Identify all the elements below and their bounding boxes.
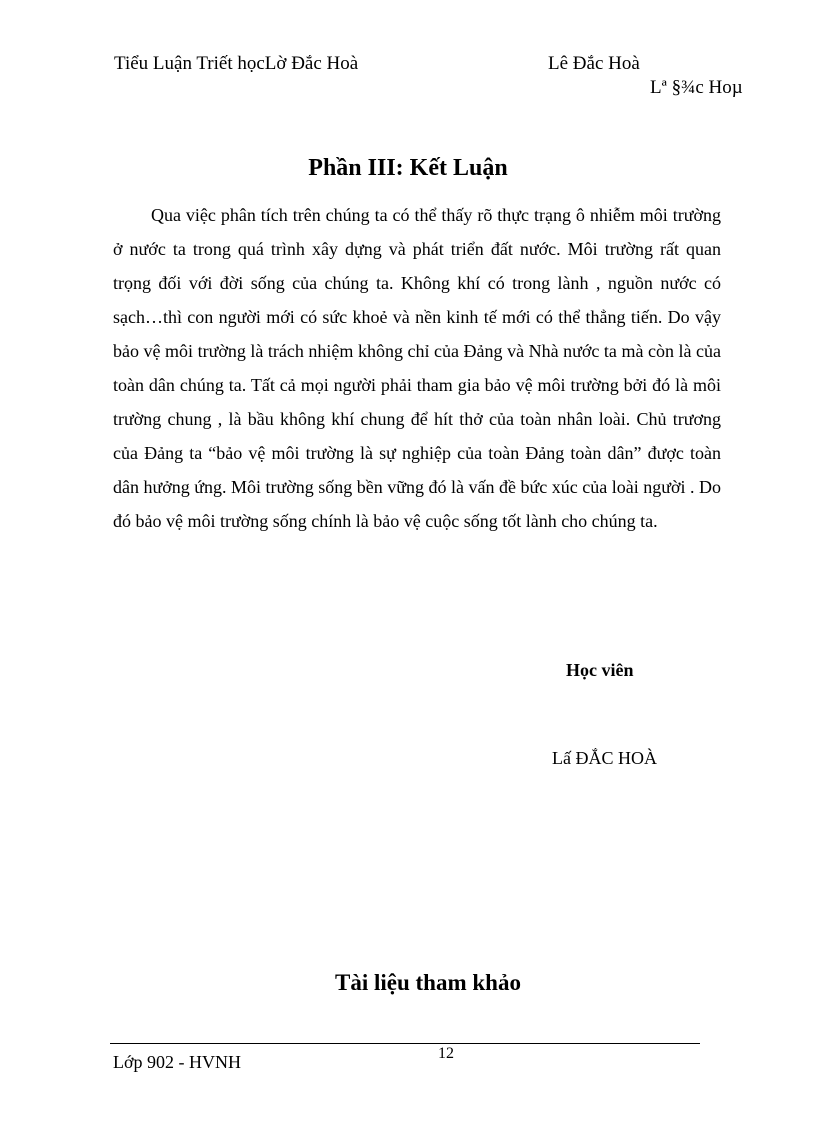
footer-class-label: Lớp 902 - HVNH bbox=[113, 1052, 242, 1072]
references-title: Tài liệu tham khảo bbox=[335, 970, 521, 995]
signature-name: Lấ ĐẮC HOÀ bbox=[552, 748, 657, 768]
header-document-title: Tiểu Luận Triết họcLờ Đắc Hoà bbox=[114, 53, 359, 74]
conclusion-paragraph: Qua việc phân tích trên chúng ta có thể thấy rõ thực trạng ô nhiễm môi trường ở nước ta trong quá trình xây dựng và phát triển đất nước. Môi trường rất quan trọng đối với đời sống của chúng ta. Không khí có trong lành , nguồn nước có sạch…thì con người mới có sức khoẻ và nền kinh tế mới có thể thẳng tiến. Do vậy bảo vệ môi trường là trách nhiệm không chỉ của Đảng và Nhà nước ta mà còn là của toàn dân chúng ta. Tất cả mọi người phải tham gia bảo vệ môi trường bởi đó là môi trường chung , là bầu không khí chung để hít thở của toàn nhân loài. Chủ trương của Đảng ta “bảo vệ môi trường là sự nghiệp của toàn Đảng toàn dân” được toàn dân hưởng ứng. Môi trường sống bền vững đó là vấn đề bức xúc của loài người . Do đó bảo vệ môi trường sống chính là bảo vệ cuộc sống tốt lành cho chúng ta. bbox=[113, 205, 721, 531]
section-title: Phần III: Kết Luận bbox=[308, 155, 508, 181]
footer-divider bbox=[110, 1043, 700, 1044]
signature-role: Học viên bbox=[566, 660, 634, 680]
header-author-name-encoded: Lª §¾c Hoµ bbox=[650, 77, 743, 98]
header-author-name: Lê Đắc Hoà bbox=[548, 53, 640, 74]
page-number: 12 bbox=[438, 1045, 454, 1062]
